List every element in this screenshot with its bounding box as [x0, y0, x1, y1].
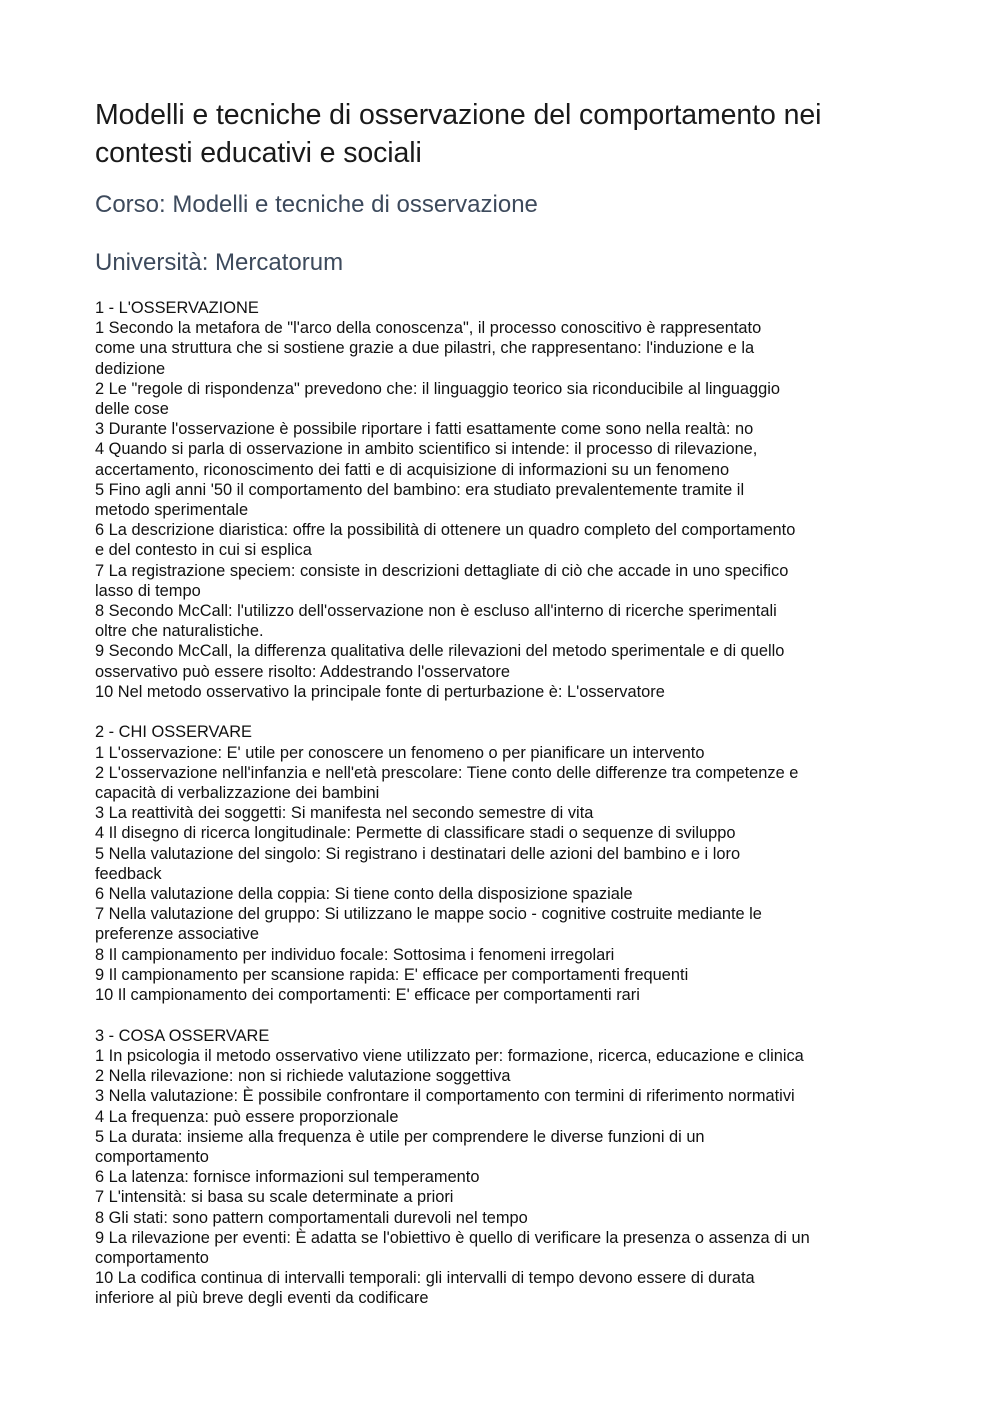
text-line: 8 Il campionamento per individuo focale: Sottosima i fenomeni irregolari [95, 945, 615, 964]
text-line: 10 Nel metodo osservativo la principale fonte di perturbazione è: L'osservatore [95, 682, 665, 701]
text-line: 8 Gli stati: sono pattern comportamentali durevoli nel tempo [95, 1208, 528, 1227]
text-line: 7 L'intensità: si basa su scale determinate a priori [95, 1188, 454, 1207]
text-line: 4 Il disegno di ricerca longitudinale: Permette di classificare stadi o sequenze di sviluppo [95, 824, 736, 843]
text-line: 8 Secondo McCall: l'utilizzo dell'osservazione non è escluso all'interno di ricerche sperimentali [95, 602, 777, 621]
text-line: oltre che naturalistiche. [95, 622, 264, 641]
section [95, 1026, 925, 1309]
text-line: preferenze associative [95, 925, 259, 944]
section [95, 722, 925, 1005]
document-title-line: Modelli e tecniche di osservazione del comportamento nei [95, 99, 822, 131]
text-line: 2 Nella rilevazione: non si richiede valutazione soggettiva [95, 1067, 511, 1086]
text-line: 7 Nella valutazione del gruppo: Si utilizzano le mappe socio - cognitive costruite mediante le [95, 905, 762, 924]
university-heading: Università: Mercatorum [95, 249, 344, 276]
text-line: 9 Il campionamento per scansione rapida: E' efficace per comportamenti frequenti [95, 965, 689, 984]
text-line: 9 La rilevazione per eventi: È adatta se l'obiettivo è quello di verificare la presenza o assenza di un [95, 1228, 810, 1247]
text-line: 5 La durata: insieme alla frequenza è utile per comprendere le diverse funzioni di un [95, 1127, 705, 1146]
section-heading: 3 - COSA OSSERVARE [95, 1026, 270, 1045]
text-line: 10 Il campionamento dei comportamenti: E' efficace per comportamenti rari [95, 986, 640, 1005]
text-line: 3 Durante l'osservazione è possibile riportare i fatti esattamente come sono nella realtà: no [95, 420, 754, 439]
text-line: come una struttura che si sostiene grazie a due pilastri, che rappresentano: l'induzione e la [95, 339, 755, 358]
text-line: 10 La codifica continua di intervalli temporali: gli intervalli di tempo devono essere di durata [95, 1269, 755, 1288]
text-line: dedizione [95, 359, 166, 378]
text-line: comportamento [95, 1147, 209, 1166]
section-heading: 2 - CHI OSSERVARE [95, 723, 252, 742]
course-heading: Corso: Modelli e tecniche di osservazione [95, 191, 538, 218]
document-page [95, 96, 925, 1329]
text-line: comportamento [95, 1248, 209, 1267]
text-line: e del contesto in cui si esplica [95, 541, 312, 560]
text-line: metodo sperimentale [95, 501, 249, 520]
text-line: 5 Nella valutazione del singolo: Si registrano i destinatari delle azioni del bambino e i loro [95, 844, 741, 863]
text-line: 6 La descrizione diaristica: offre la possibilità di ottenere un quadro completo del comportamento [95, 521, 796, 540]
text-line: delle cose [95, 400, 169, 419]
text-line: feedback [95, 864, 162, 883]
section-heading: 1 - L'OSSERVAZIONE [95, 299, 259, 317]
text-line: lasso di tempo [95, 581, 201, 600]
text-line: 3 La reattività dei soggetti: Si manifesta nel secondo semestre di vita [95, 804, 594, 823]
text-line: 2 Le "regole di rispondenza" prevedono che: il linguaggio teorico sia riconducibile al linguaggio [95, 379, 781, 398]
text-line: 6 La latenza: fornisce informazioni sul temperamento [95, 1168, 480, 1187]
text-line: 9 Secondo McCall, la differenza qualitativa delle rilevazioni del metodo sperimentale e di quello [95, 642, 785, 661]
text-line: inferiore al più breve degli eventi da codificare [95, 1289, 429, 1308]
text-line: 3 Nella valutazione: È possibile confrontare il comportamento con termini di riferimento normativi [95, 1087, 795, 1106]
text-line: 1 In psicologia il metodo osservativo viene utilizzato per: formazione, ricerca, educazione e clinica [95, 1046, 804, 1065]
text-line: 6 Nella valutazione della coppia: Si tiene conto della disposizione spaziale [95, 885, 633, 904]
text-line: accertamento, riconoscimento dei fatti e di acquisizione di informazioni su un fenomeno [95, 460, 730, 479]
text-line: 2 L'osservazione nell'infanzia e nell'età prescolare: Tiene conto delle differenze tra competenze e [95, 763, 799, 782]
sections-container [95, 298, 925, 1309]
text-line: 1 L'osservazione: E' utile per conoscere un fenomeno o per pianificare un intervento [95, 743, 705, 762]
section [95, 298, 925, 702]
document-title-line: contesti educativi e sociali [95, 137, 422, 169]
text-line: 7 La registrazione speciem: consiste in descrizioni dettagliate di ciò che accade in uno specifico [95, 561, 789, 580]
document-title [95, 96, 925, 172]
text-line: 4 La frequenza: può essere proporzionale [95, 1107, 399, 1126]
text-line: osservativo può essere risolto: Addestrando l'osservatore [95, 662, 510, 681]
text-line: 4 Quando si parla di osservazione in ambito scientifico si intende: il processo di rilevazione, [95, 440, 758, 459]
text-line: 5 Fino agli anni '50 il comportamento del bambino: era studiato prevalentemente tramite il [95, 480, 745, 499]
text-line: capacità di verbalizzazione dei bambini [95, 784, 380, 803]
text-line: 1 Secondo la metafora de "l'arco della conoscenza", il processo conoscitivo è rappresentato [95, 319, 762, 338]
